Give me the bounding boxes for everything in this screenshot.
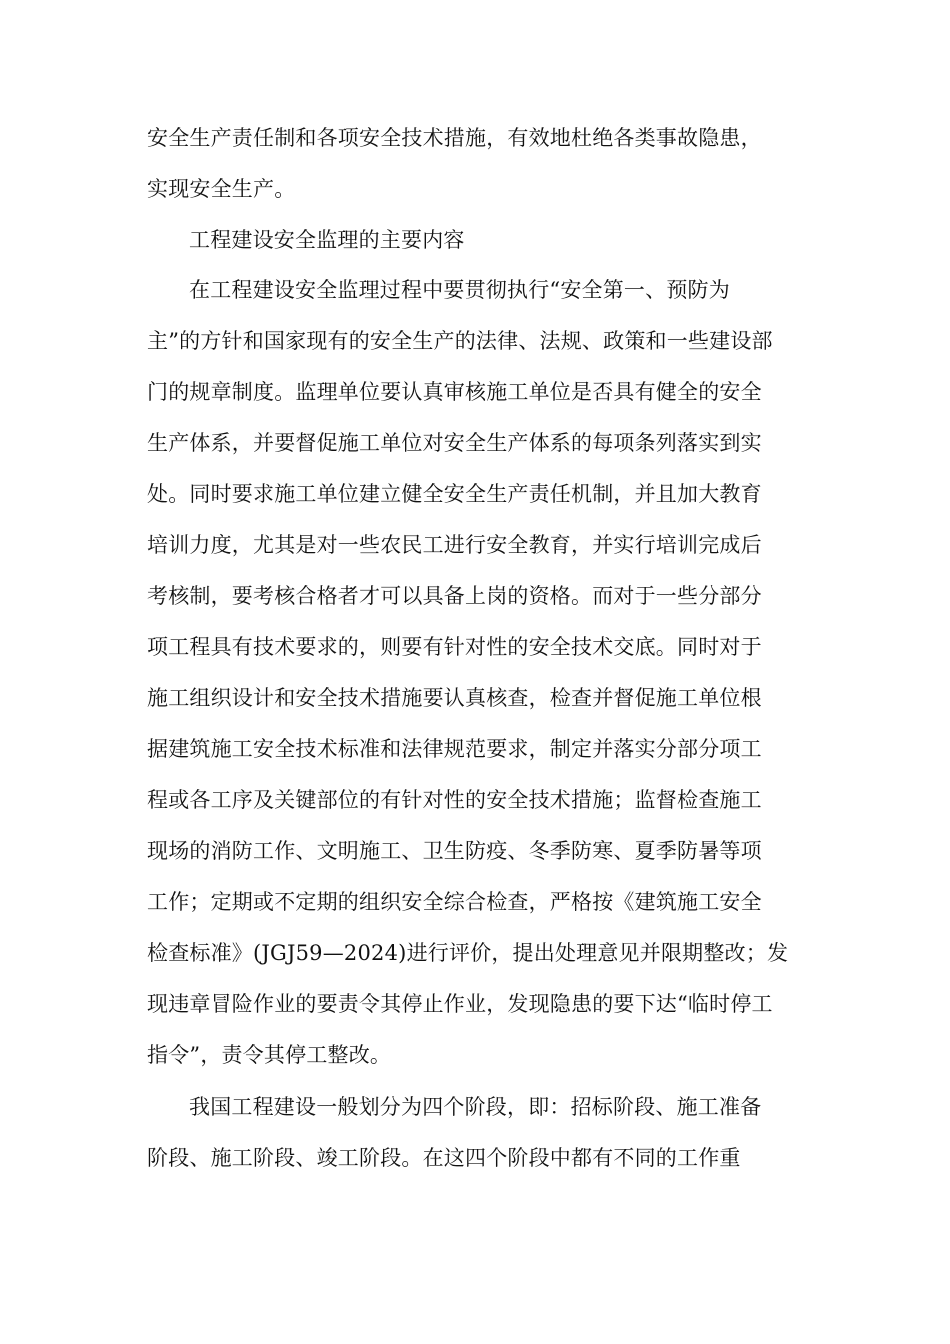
text-line: 实现安全生产。	[147, 177, 296, 201]
text-line: 检查标准》(JGJ59—2024)进行评价，提出处理意见并限期整改；发	[147, 941, 789, 965]
text-line: 考核制，要考核合格者才可以具备上岗的资格。而对于一些分部分	[147, 584, 762, 608]
text-line: 在工程建设安全监理过程中要贯彻执行“安全第一、预防为	[189, 278, 730, 302]
text-line: 生产体系，并要督促施工单位对安全生产体系的每项条列落实到实	[147, 431, 762, 455]
text-line: 工作；定期或不定期的组织安全综合检查，严格按《建筑施工安全	[147, 890, 762, 914]
text-line: 我国工程建设一般划分为四个阶段，即：招标阶段、施工准备	[189, 1095, 762, 1119]
continuation-paragraph	[147, 113, 807, 215]
text-line: 施工组织设计和安全技术措施要认真核查，检查并督促施工单位根	[147, 686, 762, 710]
text-line: 指令”，责令其停工整改。	[147, 1043, 392, 1067]
section-heading-block	[147, 215, 807, 266]
section-heading: 工程建设安全监理的主要内容	[189, 228, 465, 252]
stages-paragraph	[147, 1082, 807, 1184]
text-line: 程或各工序及关键部位的有针对性的安全技术措施；监督检查施工	[147, 788, 762, 812]
text-line: 现场的消防工作、文明施工、卫生防疫、冬季防寒、夏季防暑等项	[147, 839, 762, 863]
text-line: 项工程具有技术要求的，则要有针对性的安全技术交底。同时对于	[147, 635, 762, 659]
text-line: 据建筑施工安全技术标准和法律规范要求，制定并落实分部分项工	[147, 737, 762, 761]
main-paragraph	[147, 265, 807, 1081]
text-line: 培训力度，尤其是对一些农民工进行安全教育，并实行培训完成后	[147, 533, 762, 557]
text-line: 安全生产责任制和各项安全技术措施，有效地杜绝各类事故隐患，	[147, 126, 762, 150]
text-line: 主”的方针和国家现有的安全生产的法律、法规、政策和一些建设部	[147, 329, 773, 353]
text-line: 处。同时要求施工单位建立健全安全生产责任机制，并且加大教育	[147, 482, 762, 506]
text-line: 现违章冒险作业的要责令其停止作业，发现隐患的要下达“临时停工	[147, 992, 773, 1016]
text-line: 门的规章制度。监理单位要认真审核施工单位是否具有健全的安全	[147, 380, 762, 404]
text-line: 阶段、施工阶段、竣工阶段。在这四个阶段中都有不同的工作重	[147, 1146, 741, 1170]
